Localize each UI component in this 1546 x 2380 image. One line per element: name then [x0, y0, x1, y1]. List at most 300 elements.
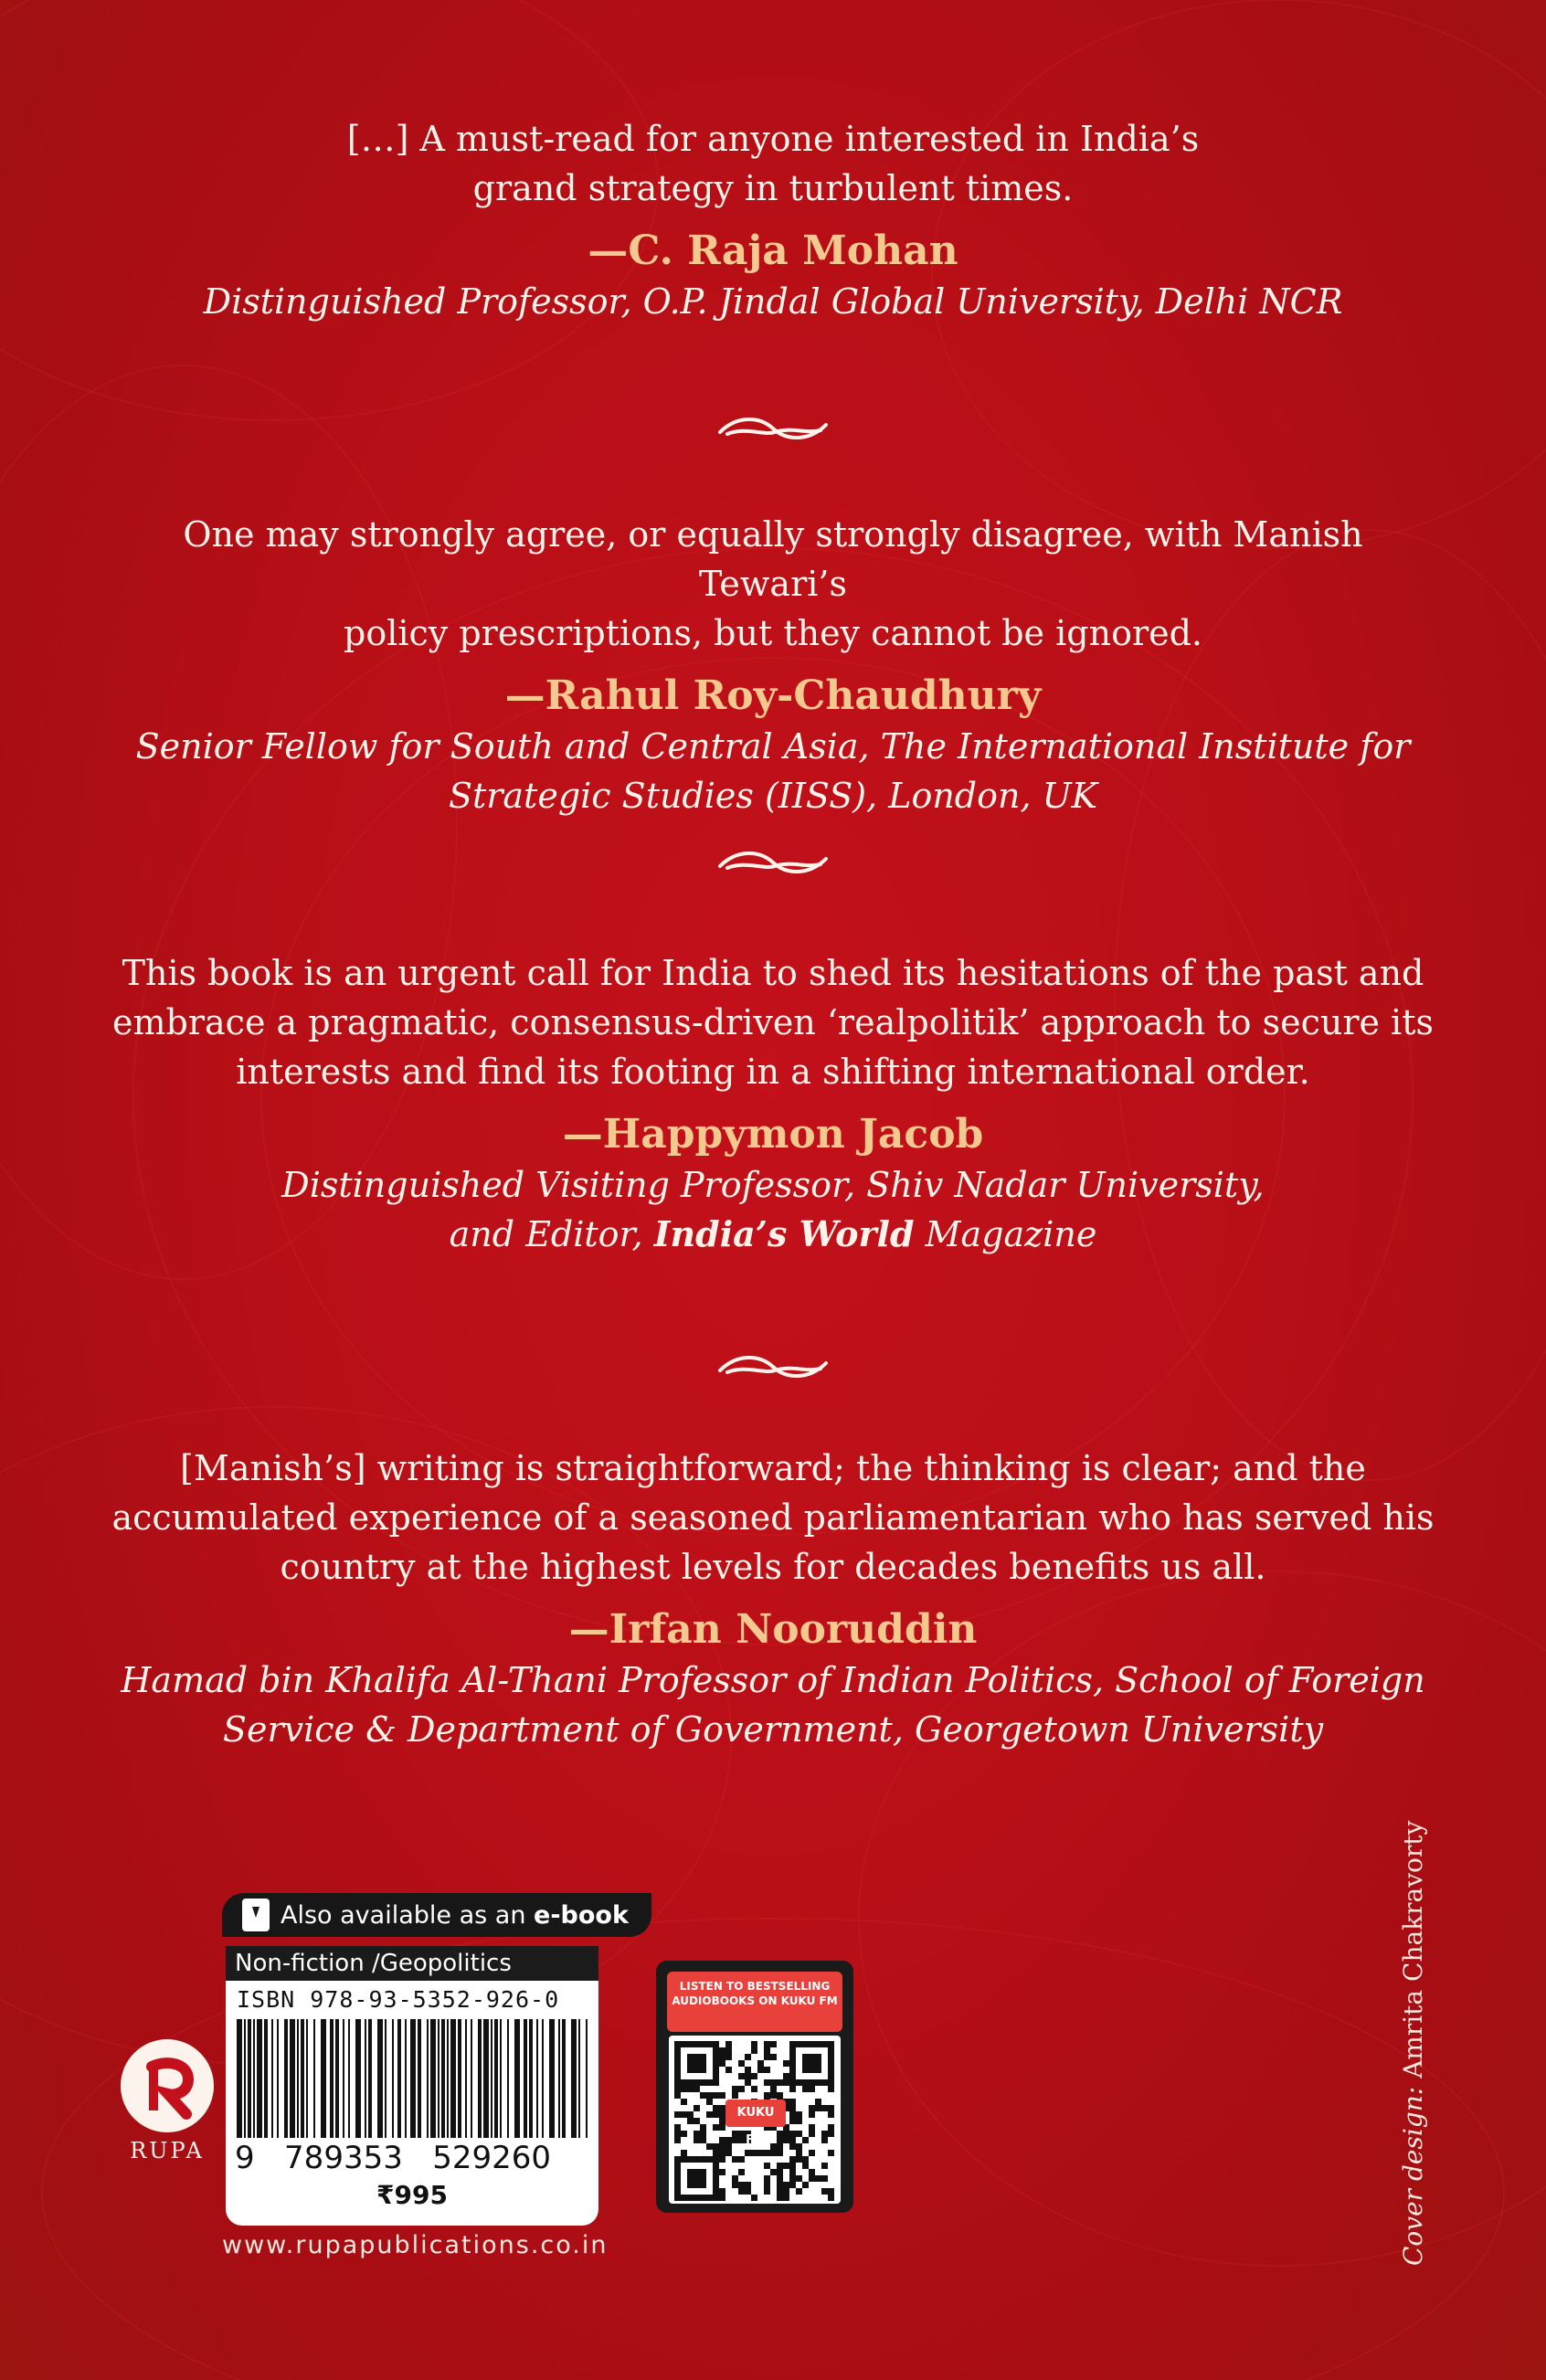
- qr-module: [725, 2137, 732, 2143]
- qr-module: [821, 2137, 828, 2143]
- barcode-bar: [529, 2019, 533, 2138]
- qr-module: [732, 2137, 738, 2143]
- qr-module: [789, 2182, 796, 2188]
- qr-module: [674, 2156, 681, 2163]
- qr-module: [777, 2163, 783, 2169]
- qr-module: [694, 2137, 700, 2143]
- qr-module: [828, 2079, 834, 2086]
- qr-module: [713, 2175, 719, 2182]
- qr-module: [777, 2175, 783, 2182]
- qr-module: [745, 2067, 751, 2073]
- magazine-title: India’s World: [653, 1213, 915, 1254]
- qr-module: [732, 2175, 738, 2182]
- barcode-bar: [542, 2019, 544, 2138]
- qr-module: [719, 2105, 725, 2111]
- ebook-availability-bar: Also available as an e-book: [222, 1893, 651, 1937]
- quote-author: —C. Raja Mohan: [588, 227, 958, 274]
- qr-module: [789, 2143, 796, 2150]
- kukufm-logo: KUKU FM: [725, 2100, 786, 2127]
- qr-module: [738, 2182, 745, 2188]
- barcode-bar: [290, 2019, 295, 2138]
- qr-module: [783, 2182, 789, 2188]
- qr-module: [789, 2175, 796, 2182]
- qr-module: [802, 2060, 809, 2067]
- barcode-bar: [500, 2019, 502, 2138]
- qr-code[interactable]: [669, 2036, 841, 2204]
- barcode-bars: [237, 2019, 588, 2138]
- barcode-bar: [248, 2019, 251, 2138]
- qr-module: [674, 2086, 681, 2092]
- qr-module: [674, 2137, 681, 2143]
- qr-module: [681, 2195, 687, 2201]
- qr-module: [828, 2067, 834, 2073]
- qr-module: [815, 2067, 821, 2073]
- barcode-bar: [321, 2019, 326, 2138]
- ebook-download-icon: [242, 1899, 270, 1931]
- qr-module: [713, 2143, 719, 2150]
- barcode-bar: [471, 2019, 472, 2138]
- qr-module: [757, 2067, 764, 2073]
- quote-author: —Irfan Nooruddin: [568, 1606, 978, 1653]
- qr-module: [764, 2079, 770, 2086]
- barcode-bar: [450, 2019, 456, 2138]
- barcode-bar: [284, 2019, 288, 2138]
- barcode-bar: [355, 2019, 361, 2138]
- qr-module: [713, 2092, 719, 2099]
- barcode-bar: [392, 2019, 394, 2138]
- qr-module: [777, 2169, 783, 2175]
- qr-module: [783, 2163, 789, 2169]
- quote-author: —Happymon Jacob: [562, 1111, 984, 1158]
- qr-module: [789, 2073, 796, 2079]
- barcode-bar: [549, 2019, 555, 2138]
- qr-module: [796, 2118, 802, 2124]
- qr-module: [687, 2060, 694, 2067]
- qr-module: [713, 2073, 719, 2079]
- qr-module: [694, 2131, 700, 2137]
- qr-module: [719, 2150, 725, 2156]
- cover-design-credit: Cover design: Amrita Chakravorty: [1398, 1820, 1428, 2266]
- qr-module: [719, 2143, 725, 2150]
- qr-module: [713, 2041, 719, 2047]
- kukufm-qr-card: [656, 1961, 853, 2213]
- qr-module: [738, 2131, 745, 2137]
- barcode-bar: [244, 2019, 246, 2138]
- qr-module: [713, 2111, 719, 2118]
- qr-module: [700, 2067, 706, 2073]
- qr-module: [770, 2079, 777, 2086]
- barcode-bar: [465, 2019, 467, 2138]
- qr-module: [745, 2188, 751, 2195]
- qr-module: [789, 2156, 796, 2163]
- qr-module: [789, 2099, 796, 2105]
- qr-module: [809, 2054, 815, 2060]
- qr-module: [828, 2041, 834, 2047]
- qr-module: [745, 2079, 751, 2086]
- barcode-bar: [313, 2019, 315, 2138]
- qr-module: [732, 2086, 738, 2092]
- qr-module: [700, 2131, 706, 2137]
- qr-module: [687, 2086, 694, 2092]
- qr-module: [821, 2079, 828, 2086]
- qr-module: [706, 2111, 713, 2118]
- barcode-bar: [253, 2019, 255, 2138]
- qr-module: [783, 2079, 789, 2086]
- qr-module: [777, 2137, 783, 2143]
- barcode-bar: [578, 2019, 580, 2138]
- qr-module: [821, 2105, 828, 2111]
- qr-module: [770, 2086, 777, 2092]
- qr-module: [706, 2079, 713, 2086]
- barcode-bar: [377, 2019, 383, 2138]
- qr-module: [700, 2054, 706, 2060]
- qr-module: [706, 2143, 713, 2150]
- qr-module: [783, 2060, 789, 2067]
- qr-module: [674, 2067, 681, 2073]
- qr-module: [821, 2131, 828, 2137]
- barcode-bar: [586, 2019, 588, 2138]
- barcode-bar: [306, 2019, 308, 2138]
- qr-module: [770, 2092, 777, 2099]
- qr-module: [777, 2195, 783, 2201]
- ornament-divider: [709, 407, 837, 452]
- qr-module: [809, 2131, 815, 2137]
- qr-module: [674, 2041, 681, 2047]
- barcode-panel: [226, 1946, 598, 2226]
- qr-module: [809, 2060, 815, 2067]
- qr-module: [738, 2188, 745, 2195]
- qr-module: [809, 2124, 815, 2131]
- qr-module: [694, 2041, 700, 2047]
- ornament-divider: [709, 1345, 837, 1391]
- qr-module: [687, 2195, 694, 2201]
- qr-module: [725, 2054, 732, 2060]
- qr-module: [725, 2067, 732, 2073]
- qr-module: [809, 2086, 815, 2092]
- qr-module: [789, 2079, 796, 2086]
- qr-module: [713, 2195, 719, 2201]
- qr-module: [687, 2111, 694, 2118]
- qr-module: [725, 2150, 732, 2156]
- qr-module: [777, 2143, 783, 2150]
- qr-module: [777, 2150, 783, 2156]
- quote-block: [110, 510, 1436, 820]
- quote-affiliation: Senior Fellow for South and Central Asia, The International Institute for Strategic Studies (IISS), London, UK: [135, 726, 1411, 816]
- qr-module: [738, 2169, 745, 2175]
- qr-module: [713, 2060, 719, 2067]
- qr-module: [745, 2073, 751, 2079]
- qr-module: [700, 2041, 706, 2047]
- qr-module: [789, 2163, 796, 2169]
- qr-header: LISTEN TO BESTSELLING AUDIOBOOKS ON KUKU FM: [667, 1972, 842, 2032]
- qr-module: [789, 2086, 796, 2092]
- qr-module: [796, 2079, 802, 2086]
- qr-module: [706, 2195, 713, 2201]
- qr-module: [789, 2169, 796, 2175]
- qr-module: [719, 2188, 725, 2195]
- qr-module: [694, 2169, 700, 2175]
- qr-module: [719, 2195, 725, 2201]
- qr-module: [815, 2079, 821, 2086]
- qr-module: [783, 2073, 789, 2079]
- qr-module: [764, 2182, 770, 2188]
- qr-module: [828, 2111, 834, 2118]
- qr-module: [674, 2054, 681, 2060]
- qr-module: [713, 2079, 719, 2086]
- qr-module: [674, 2079, 681, 2086]
- qr-module: [770, 2169, 777, 2175]
- qr-module: [751, 2041, 757, 2047]
- barcode-bar: [368, 2019, 372, 2138]
- qr-module: [681, 2041, 687, 2047]
- qr-module: [783, 2188, 789, 2195]
- qr-module: [719, 2047, 725, 2054]
- qr-module: [789, 2131, 796, 2137]
- qr-module: [687, 2067, 694, 2073]
- qr-module: [674, 2163, 681, 2169]
- barcode-bar: [571, 2019, 577, 2138]
- qr-module: [687, 2175, 694, 2182]
- qr-module: [809, 2175, 815, 2182]
- qr-module: [821, 2188, 828, 2195]
- qr-module: [802, 2156, 809, 2163]
- qr-module: [802, 2067, 809, 2073]
- barcode-bar: [478, 2019, 482, 2138]
- qr-module: [719, 2169, 725, 2175]
- qr-module: [687, 2169, 694, 2175]
- qr-module: [796, 2150, 802, 2156]
- barcode-bar: [330, 2019, 334, 2138]
- qr-module: [713, 2188, 719, 2195]
- qr-module: [674, 2169, 681, 2175]
- qr-module: [694, 2067, 700, 2073]
- barcode-bar: [514, 2019, 520, 2138]
- qr-module: [694, 2060, 700, 2067]
- quote-block: [110, 948, 1436, 1259]
- qr-module: [694, 2175, 700, 2182]
- qr-module: [815, 2060, 821, 2067]
- qr-module: [789, 2054, 796, 2060]
- qr-module: [700, 2182, 706, 2188]
- qr-module: [694, 2118, 700, 2124]
- qr-module: [694, 2054, 700, 2060]
- qr-module: [828, 2150, 834, 2156]
- qr-module: [802, 2137, 809, 2143]
- qr-module: [687, 2079, 694, 2086]
- qr-module: [706, 2041, 713, 2047]
- qr-module: [687, 2156, 694, 2163]
- quote-affiliation: Hamad bin Khalifa Al-Thani Professor of Indian Politics, School of Foreign Service & Department of Government, Georgetown University: [121, 1660, 1425, 1750]
- qr-module: [719, 2124, 725, 2131]
- barcode-bar: [264, 2019, 268, 2138]
- barcode-bar: [458, 2019, 461, 2138]
- qr-module: [681, 2079, 687, 2086]
- barcode-bar: [558, 2019, 560, 2138]
- qr-module: [770, 2143, 777, 2150]
- qr-module: [828, 2131, 834, 2137]
- qr-module: [725, 2143, 732, 2150]
- qr-module: [694, 2105, 700, 2111]
- barcode-bar: [385, 2019, 386, 2138]
- qr-module: [809, 2105, 815, 2111]
- barcode-bar: [562, 2019, 566, 2138]
- qr-module: [828, 2086, 834, 2092]
- qr-module: [674, 2073, 681, 2079]
- qr-module: [674, 2060, 681, 2067]
- qr-module: [694, 2182, 700, 2188]
- qr-module: [700, 2079, 706, 2086]
- qr-module: [725, 2047, 732, 2054]
- qr-module: [789, 2041, 796, 2047]
- qr-module: [783, 2137, 789, 2143]
- qr-module: [783, 2131, 789, 2137]
- quote-block: [110, 114, 1436, 326]
- qr-module: [828, 2195, 834, 2201]
- qr-module: [725, 2041, 732, 2047]
- barcode-bar: [447, 2019, 449, 2138]
- qr-module: [764, 2054, 770, 2060]
- qr-module: [687, 2054, 694, 2060]
- qr-module: [687, 2118, 694, 2124]
- barcode-bar: [427, 2019, 429, 2138]
- qr-module: [789, 2067, 796, 2073]
- barcode-digits: 9 789353 529260: [235, 2140, 552, 2176]
- qr-module: [821, 2163, 828, 2169]
- qr-module: [738, 2073, 745, 2079]
- qr-module: [745, 2182, 751, 2188]
- rupa-logo-icon: [121, 2039, 214, 2132]
- qr-module: [674, 2111, 681, 2118]
- qr-module: [802, 2079, 809, 2086]
- quote-block: [110, 1444, 1436, 1754]
- barcode-bar: [483, 2019, 489, 2138]
- qr-module: [796, 2041, 802, 2047]
- qr-module: [719, 2092, 725, 2099]
- qr-module: [789, 2137, 796, 2143]
- qr-module: [738, 2086, 745, 2092]
- qr-module: [674, 2124, 681, 2131]
- qr-module: [674, 2047, 681, 2054]
- qr-module: [751, 2086, 757, 2092]
- qr-module: [828, 2060, 834, 2067]
- qr-module: [828, 2054, 834, 2060]
- qr-module: [713, 2150, 719, 2156]
- genre-label: Non-fiction /Geopolitics: [226, 1946, 598, 1981]
- barcode-bar: [494, 2019, 498, 2138]
- qr-module: [796, 2175, 802, 2182]
- qr-module: [719, 2060, 725, 2067]
- qr-module: [809, 2111, 815, 2118]
- qr-module: [694, 2156, 700, 2163]
- qr-module: [802, 2086, 809, 2092]
- qr-module: [732, 2092, 738, 2099]
- quote-affiliation: Distinguished Visiting Professor, Shiv Nadar University, and Editor, India’s World Magazine: [281, 1165, 1265, 1254]
- qr-module: [802, 2182, 809, 2188]
- qr-module: [713, 2156, 719, 2163]
- barcode-bar: [335, 2019, 339, 2138]
- qr-module: [706, 2099, 713, 2105]
- qr-module: [789, 2060, 796, 2067]
- qr-module: [687, 2041, 694, 2047]
- qr-module: [815, 2041, 821, 2047]
- qr-module: [777, 2131, 783, 2137]
- barcode-bar: [348, 2019, 350, 2138]
- qr-module: [738, 2060, 745, 2067]
- qr-module: [674, 2175, 681, 2182]
- quote-author: —Rahul Roy-Chaudhury: [504, 672, 1042, 719]
- barcode-bar: [301, 2019, 304, 2138]
- qr-module: [738, 2156, 745, 2163]
- barcode-bar: [507, 2019, 509, 2138]
- qr-module: [681, 2099, 687, 2105]
- quote-text: One may strongly agree, or equally strongly disagree, with Manish Tewari’s policy prescriptions, but they cannot be ignored.: [183, 514, 1363, 653]
- qr-module: [719, 2137, 725, 2143]
- qr-module: [802, 2054, 809, 2060]
- barcode-bar: [237, 2019, 242, 2138]
- qr-module: [802, 2041, 809, 2047]
- qr-module: [764, 2163, 770, 2169]
- qr-module: [719, 2054, 725, 2060]
- qr-module: [700, 2156, 706, 2163]
- qr-module: [828, 2105, 834, 2111]
- rupa-logo: RUPA: [113, 2039, 221, 2158]
- quote-affiliation: Distinguished Professor, O.P. Jindal Global University, Delhi NCR: [203, 281, 1343, 322]
- qr-module: [751, 2073, 757, 2079]
- publisher-url[interactable]: www.rupapublications.co.in: [222, 2231, 609, 2259]
- barcode-bar: [430, 2019, 436, 2138]
- qr-module: [674, 2131, 681, 2137]
- barcode-bar: [297, 2019, 299, 2138]
- barcode-bar: [491, 2019, 492, 2138]
- qr-module: [789, 2118, 796, 2124]
- qr-module: [700, 2092, 706, 2099]
- qr-module: [828, 2047, 834, 2054]
- qr-module: [713, 2169, 719, 2175]
- qr-module: [713, 2182, 719, 2188]
- barcode-bar: [441, 2019, 445, 2138]
- qr-module: [681, 2111, 687, 2118]
- qr-module: [681, 2131, 687, 2137]
- qr-module: [777, 2079, 783, 2086]
- qr-module: [738, 2137, 745, 2143]
- qr-module: [815, 2105, 821, 2111]
- qr-module: [757, 2060, 764, 2067]
- barcode-bar: [536, 2019, 538, 2138]
- barcode-bar: [397, 2019, 401, 2138]
- qr-module: [713, 2067, 719, 2073]
- qr-module: [809, 2079, 815, 2086]
- qr-module: [713, 2054, 719, 2060]
- qr-module: [687, 2182, 694, 2188]
- qr-module: [770, 2041, 777, 2047]
- qr-module: [751, 2195, 757, 2201]
- qr-module: [764, 2175, 770, 2182]
- barcode-bar: [365, 2019, 366, 2138]
- qr-module: [809, 2150, 815, 2156]
- qr-module: [828, 2124, 834, 2131]
- qr-module: [674, 2092, 681, 2099]
- qr-module: [796, 2111, 802, 2118]
- qr-module: [694, 2086, 700, 2092]
- qr-module: [694, 2195, 700, 2201]
- qr-module: [764, 2047, 770, 2054]
- qr-module: [713, 2163, 719, 2169]
- isbn-text: ISBN 978-93-5352-926-0: [237, 1986, 560, 2013]
- barcode-bar: [418, 2019, 421, 2138]
- barcode-bar: [257, 2019, 262, 2138]
- qr-module: [700, 2175, 706, 2182]
- qr-module: [694, 2079, 700, 2086]
